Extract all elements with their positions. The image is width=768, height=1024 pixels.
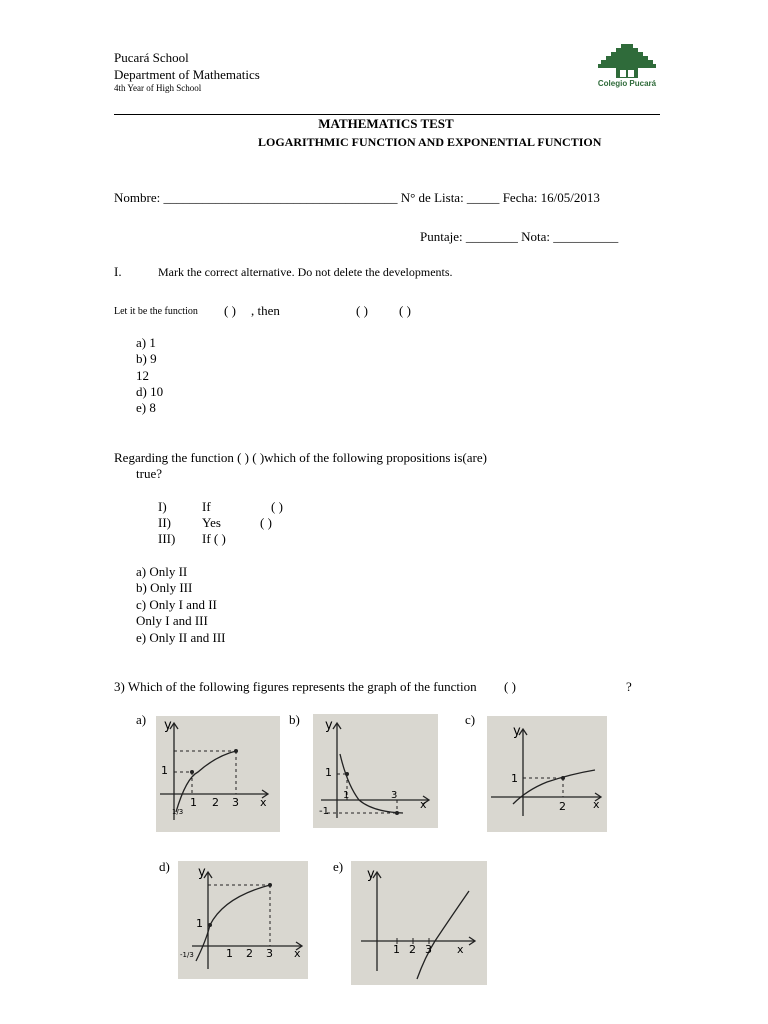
graph-b-x-label: x: [420, 798, 427, 811]
logo-text: Colegio Pucará: [597, 79, 657, 88]
graph-c-y-label: y: [513, 724, 521, 739]
q1-then: , then: [251, 303, 280, 318]
test-title: MATHEMATICS TEST: [318, 116, 454, 131]
school-year: 4th Year of High School: [114, 83, 202, 93]
graph-e-tick-2: 2: [409, 943, 416, 956]
q3-paren: ( ): [504, 679, 516, 694]
section-number: I.: [114, 264, 122, 279]
figure-label-c[interactable]: c): [465, 712, 476, 727]
q2-prop-1-paren: ( ): [271, 499, 283, 514]
score-line: [420, 229, 618, 245]
q1-option-d[interactable]: d) 10: [136, 384, 164, 399]
graph-c[interactable]: [487, 716, 607, 832]
graph-e-tick-1: 1: [393, 943, 400, 956]
header-divider: [114, 114, 660, 115]
q3-question-mark: ?: [626, 679, 632, 694]
graph-e-x-label: x: [457, 943, 464, 956]
graph-c-one-label: 1: [511, 772, 518, 785]
list-number-field[interactable]: N° de Lista: _____: [397, 190, 503, 205]
graph-c-tick-2: 2: [559, 800, 566, 813]
graph-a-y-label: y: [164, 718, 172, 733]
graph-a-frac: 1/3: [172, 808, 184, 816]
test-subtitle: LOGARITHMIC FUNCTION AND EXPONENTIAL FUNCTION: [258, 135, 602, 149]
graph-b-tick-3: 3: [391, 790, 398, 801]
school-logo: [594, 42, 660, 92]
name-field[interactable]: ____________________________________: [163, 190, 398, 205]
grade-field[interactable]: Nota: __________: [521, 229, 619, 244]
graph-b[interactable]: [313, 714, 438, 828]
student-info-line: [114, 190, 600, 206]
graph-d-one-label: 1: [196, 917, 203, 930]
q2-option-e[interactable]: e) Only II and III: [136, 630, 226, 645]
q1-paren-1: ( ): [224, 303, 236, 318]
q3-stem: 3) Which of the following figures represents the graph of the function: [114, 679, 477, 694]
date-label: Fecha: 16/05/2013: [502, 190, 600, 205]
figure-label-a[interactable]: a): [136, 712, 147, 727]
name-label: Nombre:: [114, 190, 164, 205]
q2-prop-3-num: III): [158, 531, 176, 546]
graph-d-y-label: y: [198, 865, 206, 880]
graph-a-one-label: 1: [161, 764, 168, 777]
graph-b-one-label: 1: [325, 766, 332, 779]
graph-d-neg-frac: -1/3: [180, 951, 194, 959]
q1-option-e[interactable]: e) 8: [136, 400, 156, 415]
q2-option-b[interactable]: b) Only III: [136, 580, 193, 595]
graph-e-y-label: y: [367, 867, 375, 882]
q1-stem: Let it be the function: [114, 306, 198, 317]
q2-option-c[interactable]: c) Only I and II: [136, 597, 217, 612]
q2-stem: Regarding the function ( ) ( )which of the following propositions is(are): [114, 450, 487, 465]
q2-prop-2-paren: ( ): [260, 515, 272, 530]
q2-stem-cont: true?: [136, 466, 162, 481]
department-name: Department of Mathematics: [114, 67, 260, 82]
graph-d[interactable]: [178, 861, 308, 979]
q1-option-a[interactable]: a) 1: [136, 335, 156, 350]
q2-prop-2-num: II): [158, 515, 171, 530]
q2-prop-2-text: Yes: [202, 515, 221, 530]
q2-option-a[interactable]: a) Only II: [136, 564, 188, 579]
graph-b-y-label: y: [325, 718, 333, 733]
figure-label-d[interactable]: d): [159, 859, 170, 874]
q2-prop-1-num: I): [158, 499, 167, 514]
q2-prop-3-text: If ( ): [202, 531, 226, 546]
graph-a-tick-1: 1: [190, 796, 197, 809]
q1-paren-2: ( ): [356, 303, 368, 318]
graph-c-x-label: x: [593, 798, 600, 811]
section-instruction: Mark the correct alternative. Do not delete the developments.: [158, 265, 453, 279]
graph-d-tick-2: 2: [246, 947, 253, 960]
graph-a-x-label: x: [260, 796, 267, 809]
q2-prop-1-text: If: [202, 499, 211, 514]
graph-a-tick-2: 2: [212, 796, 219, 809]
q2-option-d[interactable]: Only I and III: [136, 613, 208, 628]
graph-c-plot: [487, 716, 607, 832]
graph-a-tick-3: 3: [232, 796, 239, 809]
figure-label-b[interactable]: b): [289, 712, 300, 727]
graph-b-tick-1: 1: [343, 790, 350, 801]
q1-option-c[interactable]: 12: [136, 368, 149, 383]
q1-paren-3: ( ): [399, 303, 411, 318]
figure-label-e[interactable]: e): [333, 859, 344, 874]
graph-e-tick-3: 3: [425, 943, 432, 956]
school-name: Pucará School: [114, 50, 189, 65]
graph-b-neg-one-label: -1: [319, 806, 329, 817]
graph-d-tick-1: 1: [226, 947, 233, 960]
q1-option-b[interactable]: b) 9: [136, 351, 157, 366]
score-field[interactable]: Puntaje: ________: [420, 229, 522, 244]
graph-d-x-label: x: [294, 947, 301, 960]
graph-a[interactable]: [156, 716, 280, 832]
graph-e[interactable]: [351, 861, 487, 985]
graph-d-tick-3: 3: [266, 947, 273, 960]
